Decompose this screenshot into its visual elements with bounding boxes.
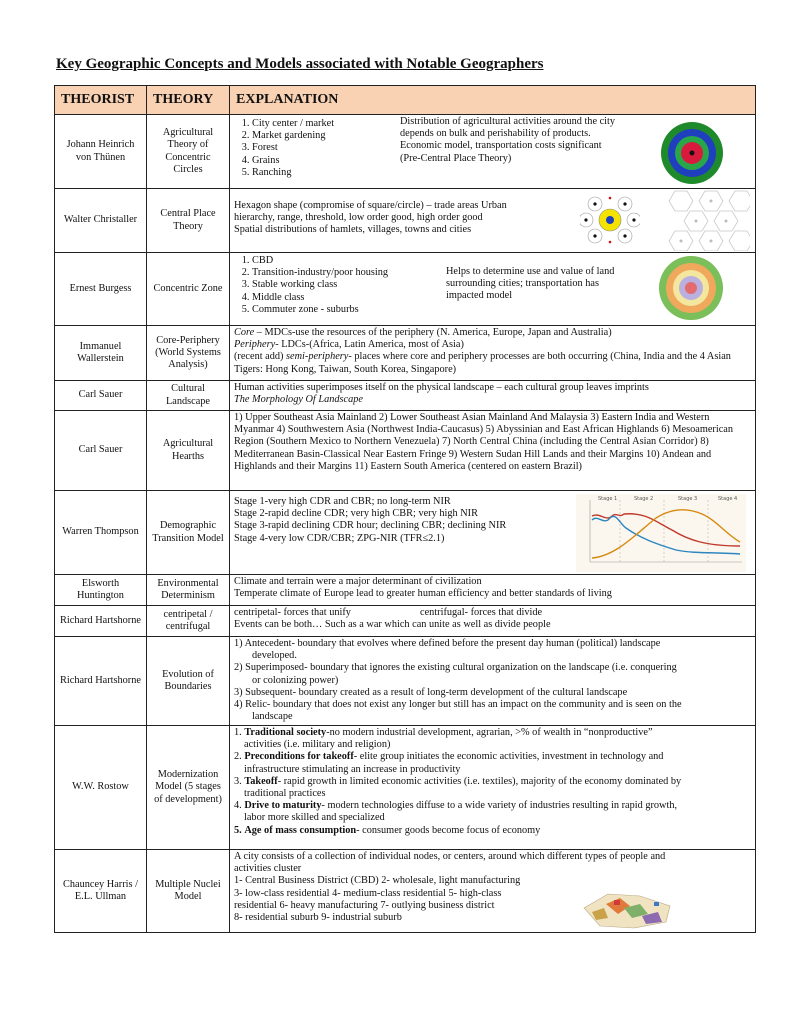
explanation-cell: Stage 1-very high CDR and CBR; no long-term NIR Stage 2-rapid decline CDR; very high CBR; very high NIR Stage 3-rapid declining CDR hour; declining CBR; declining NIR Stage 4-very low CDR/CBR; ZPG-NIR (TFR≤2.1) Stage 1 Stage 2 Stage 3 Stage 4	[230, 491, 756, 575]
stage-label: Stage 3	[678, 496, 698, 502]
stage-label: Stage 2	[634, 496, 654, 502]
theory-cell: Environmental Determinism	[147, 575, 230, 606]
theorist-cell: Ernest Burgess	[55, 253, 147, 326]
table-row	[55, 411, 756, 491]
explanation-cell	[230, 637, 756, 726]
table-row	[55, 491, 756, 575]
list-item: 2. Market gardening	[252, 130, 751, 142]
table-row	[55, 637, 756, 726]
list-item: 2. Transition-industry/poor housing	[252, 267, 751, 279]
list-item: 4. Middle class	[252, 292, 751, 304]
theorist-cell: Carl Sauer	[55, 381, 147, 411]
theory-cell: Core-Periphery (World Systems Analysis)	[147, 326, 230, 381]
theory-cell: Demographic Transition Model	[147, 491, 230, 575]
stage-label: Stage 1	[598, 496, 618, 502]
page-title: Key Geographic Concepts and Models associated with Notable Geographers	[56, 56, 544, 72]
explanation-cell: A city consists of a collection of individual nodes, or centers, around which different types of people and activities cluster 1- Central Business District (CBD) 2- wholesale, light manufacturing 3- low-class residential 4- medium-class residential 5- high-class residential 6- heavy manufacturing 7- outlying business district 8- residential suburb 9- industrial suburb	[230, 850, 756, 933]
theory-cell: Modernization Model (5 stages of development)	[147, 726, 230, 850]
theorist-cell: Richard Hartshorne	[55, 606, 147, 637]
list-item: 4. Drive to maturity- modern technologies diffuse to a wide variety of industries resulting in rapid growth, labor more skilled and specialized	[234, 800, 678, 824]
list-item: 4) Relic- boundary that does not exist any longer but still has an impact on the community and is seen on the landscape	[234, 699, 682, 723]
list-item: 2. Preconditions for takeoff- elite group initiates the economic activities, investment in technology and infrastructure stimulating an increase in productivity	[234, 751, 664, 775]
table-row	[55, 253, 756, 326]
theorist-cell: Warren Thompson	[55, 491, 147, 575]
table-row	[55, 326, 756, 381]
thunen-description: Distribution of agricultural activities around the city depends on bulk and perishability of products. Economic model, transportation costs significant (Pre-Central Place Theory)	[400, 116, 616, 164]
list-item: 1. Traditional society-no modern industrial development, agrarian, >% of wealth in “nonproductive” activities (i.e. military and religion)	[234, 727, 653, 751]
hexagon-lattice-image	[660, 189, 750, 251]
table-row	[55, 381, 756, 411]
table-row	[55, 850, 756, 933]
explanation-cell	[230, 726, 756, 850]
central-place-diagram	[580, 193, 640, 247]
theorist-cell: Johann Heinrich von Thünen	[55, 115, 147, 189]
list-item: 1. City center / market	[252, 118, 751, 130]
theorist-cell: Elsworth Huntington	[55, 575, 147, 606]
theory-cell: Agricultural Theory of Concentric Circles	[147, 115, 230, 189]
list-item: 5. Commuter zone - suburbs	[252, 304, 751, 316]
table-row	[55, 575, 756, 606]
multiple-nuclei-image	[578, 878, 678, 932]
concentric-zone-image	[658, 255, 724, 321]
explanation-cell: 1) Upper Southeast Asia Mainland 2) Lower Southeast Asian Mainland And Malaysia 3) Eastern India and Western Myanmar 4) Southwestern Asia (Northwest India-Caucasus) 5) Abyssinian and East African Highlands 6) Mesoamerican Region (Southern Mexico to Northern Venezuela) 7) North Central China (including the Central Asian Corridor) 8) Mediterranean Basin-Classical Near Eastern Fringe 9) Western Sudan Hill Lands and their Margins 10) Andean and Highlands and their Margins 11) Eastern South America (centered on eastern Brazil)	[230, 411, 756, 491]
explanation-cell	[230, 253, 756, 326]
explanation-cell: Human activities superimposes itself on the physical landscape – each cultural group leaves imprints The Morphology Of Landscape	[230, 381, 756, 411]
list-item: 5. Age of mass consumption- consumer goods become focus of economy	[234, 824, 541, 836]
theory-cell: Concentric Zone	[147, 253, 230, 326]
burgess-description: Helps to determine use and value of land surrounding cities; transportation has impacted model	[446, 266, 615, 302]
theory-cell: Cultural Landscape	[147, 381, 230, 411]
theorist-cell: Richard Hartshorne	[55, 637, 147, 726]
theorist-cell: W.W. Rostow	[55, 726, 147, 850]
header-explanation: EXPLANATION	[230, 86, 756, 115]
explanation-cell: Hexagon shape (compromise of square/circle) – trade areas Urban hierarchy, range, threshold, low order good, high order good Spatial distributions of hamlets, villages, towns and cities	[230, 189, 756, 253]
explanation-cell	[230, 115, 756, 189]
theory-cell: centripetal / centrifugal	[147, 606, 230, 637]
header-theorist: THEORIST	[55, 86, 147, 115]
thunen-rings-image	[660, 121, 724, 185]
table-row	[55, 726, 756, 850]
theory-cell: Agricultural Hearths	[147, 411, 230, 491]
theory-cell: Evolution of Boundaries	[147, 637, 230, 726]
table-row	[55, 115, 756, 189]
explanation-cell: centripetal- forces that unify centrifugal- forces that divide Events can be both… Such as a war which can unite as well as divide people	[230, 606, 756, 637]
table-row	[55, 606, 756, 637]
theorist-cell: Walter Christaller	[55, 189, 147, 253]
list-item: 4. Grains	[252, 155, 751, 167]
list-item: 3. Forest	[252, 142, 751, 154]
list-item: 3. Takeoff- rapid growth in limited economic activities (i.e. textiles), majority of the economy dominated by traditional practices	[234, 775, 682, 800]
list-item: 5. Ranching	[252, 167, 751, 179]
header-row	[55, 86, 756, 115]
explanation-cell: Climate and terrain were a major determinant of civilization Temperate climate of Europe lead to greater human efficiency and better standards of living	[230, 575, 756, 606]
demographic-transition-chart	[576, 494, 746, 572]
theorist-cell: Immanuel Wallerstein	[55, 326, 147, 381]
geographers-table	[54, 85, 756, 933]
theory-cell: Central Place Theory	[147, 189, 230, 253]
list-item: 1) Antecedent- boundary that evolves where defined before the present day human (political) landscape developed.	[234, 638, 661, 662]
table-row	[55, 189, 756, 253]
list-item: 2) Superimposed- boundary that ignores the existing cultural organization on the landscape (i.e. conquering or colonizing power)	[234, 662, 677, 686]
theory-cell: Multiple Nuclei Model	[147, 850, 230, 933]
list-item: 1. CBD	[252, 255, 751, 267]
list-item: 3) Subsequent- boundary created as a result of long-term development of the cultural landscape	[234, 686, 628, 698]
header-theory: THEORY	[147, 86, 230, 115]
stage-label: Stage 4	[718, 496, 738, 502]
explanation-cell: Core – MDCs-use the resources of the periphery (N. America, Europe, Japan and Australia) Periphery- LDCs-(Africa, Latin America, most of Asia) (recent add) semi-periphery- places where core and periphery processes are both occurring (China, India and the 4 Asian Tigers: Hong Kong, Taiwan, South Korea, Singapore)	[230, 326, 756, 381]
theorist-cell: Carl Sauer	[55, 411, 147, 491]
theorist-cell: Chauncey Harris / E.L. Ullman	[55, 850, 147, 933]
list-item: 3. Stable working class	[252, 279, 751, 291]
